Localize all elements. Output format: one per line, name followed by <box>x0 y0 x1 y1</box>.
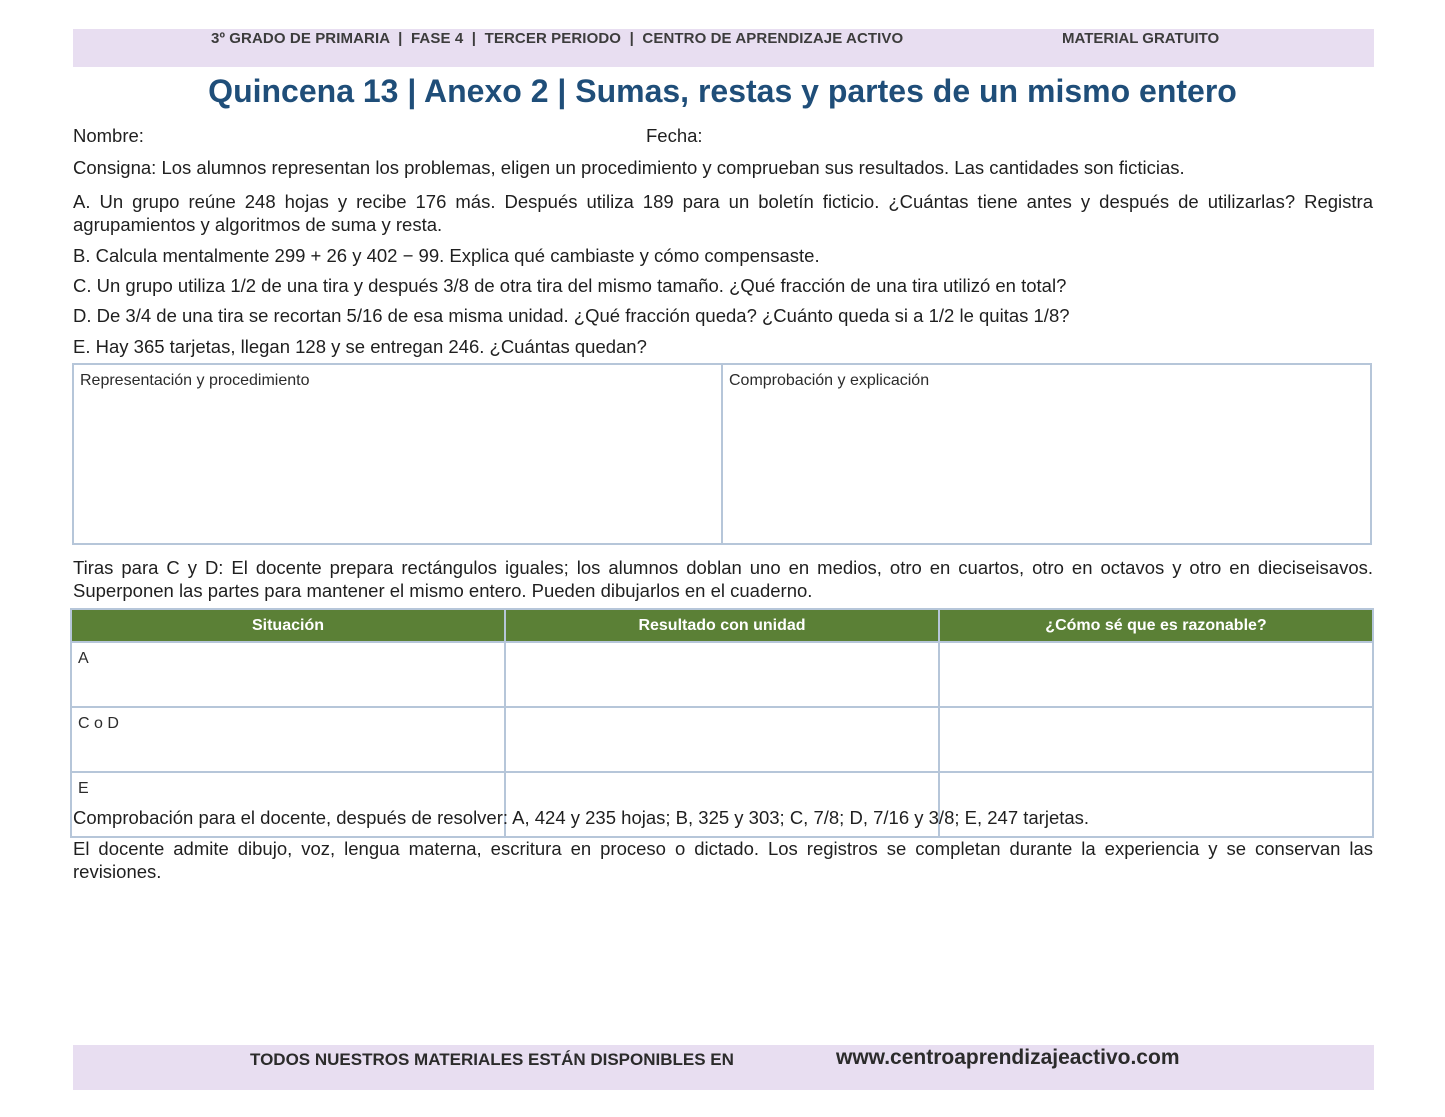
header-razonable: ¿Cómo sé que es razonable? <box>939 609 1373 642</box>
situation-cell: A <box>71 642 505 707</box>
verification-area[interactable] <box>721 365 1370 543</box>
reasoning-cell[interactable] <box>939 642 1373 707</box>
strips-note: Tiras para C y D: El docente prepara rectángulos iguales; los alumnos doblan uno en medios, otro en cuartos, otro en octavos y otro en dieciseisavos. Superponen las partes para mantener el mismo entero. Pueden dibujarlos en el cuaderno. <box>73 557 1373 601</box>
consigna: Consigna: Los alumnos representan los problemas, eligen un procedimiento y comprueban sus resultados. Las cantidades son ficticias. <box>73 157 1185 178</box>
name-label: Nombre: <box>73 125 144 146</box>
footer-url-link[interactable]: www.centroaprendizajeactivo.com <box>836 1046 1180 1069</box>
result-cell[interactable] <box>505 707 939 772</box>
problem-a: A. Un grupo reúne 248 hojas y recibe 176 más. Después utiliza 189 para un boletín ficticio. ¿Cuántas tiene antes y después de utilizarlas? Registra agrupamientos y algoritmos de suma y resta. <box>73 191 1373 235</box>
reasoning-cell[interactable] <box>939 707 1373 772</box>
date-label: Fecha: <box>646 125 703 146</box>
situation-cell: E <box>71 772 505 837</box>
header-situacion: Situación <box>71 609 505 642</box>
results-table <box>70 608 1374 838</box>
problem-e: E. Hay 365 tarjetas, llegan 128 y se entregan 246. ¿Cuántas quedan? <box>73 336 647 357</box>
verification-label: Comprobación y explicación <box>729 372 930 389</box>
work-box <box>72 363 1372 545</box>
table-row <box>71 642 1373 707</box>
header-info: 3º GRADO DE PRIMARIA | FASE 4 | TERCER PERIODO | CENTRO DE APRENDIZAJE ACTIVO <box>211 30 904 47</box>
representation-label: Representación y procedimiento <box>80 372 310 389</box>
situation-cell: C o D <box>71 707 505 772</box>
problem-c: C. Un grupo utiliza 1/2 de una tira y después 3/8 de otra tira del mismo tamaño. ¿Qué fracción de una tira utilizó en total? <box>73 275 1067 296</box>
teacher-note: El docente admite dibujo, voz, lengua materna, escritura en proceso o dictado. Los registros se completan durante la experiencia y se conservan las revisiones. <box>73 838 1373 882</box>
problem-d: D. De 3/4 de una tira se recortan 5/16 de esa misma unidad. ¿Qué fracción queda? ¿Cuánto queda si a 1/2 le quitas 1/8? <box>73 305 1070 326</box>
representation-area[interactable] <box>74 365 721 543</box>
teacher-check: Comprobación para el docente, después de resolver: A, 424 y 235 hojas; B, 325 y 303; C, 7/8; D, 7/16 y 3/8; E, 247 tarjetas. <box>73 807 1090 828</box>
footer-text: TODOS NUESTROS MATERIALES ESTÁN DISPONIBLES EN <box>250 1050 734 1069</box>
problem-b: B. Calcula mentalmente 299 + 26 y 402 − 99. Explica qué cambiaste y cómo compensaste. <box>73 245 820 266</box>
header-free-material: MATERIAL GRATUITO <box>1062 30 1220 47</box>
header-resultado: Resultado con unidad <box>505 609 939 642</box>
result-cell[interactable] <box>505 642 939 707</box>
table-row <box>71 707 1373 772</box>
page-title: Quincena 13 | Anexo 2 | Sumas, restas y partes de un mismo entero <box>208 73 1237 109</box>
